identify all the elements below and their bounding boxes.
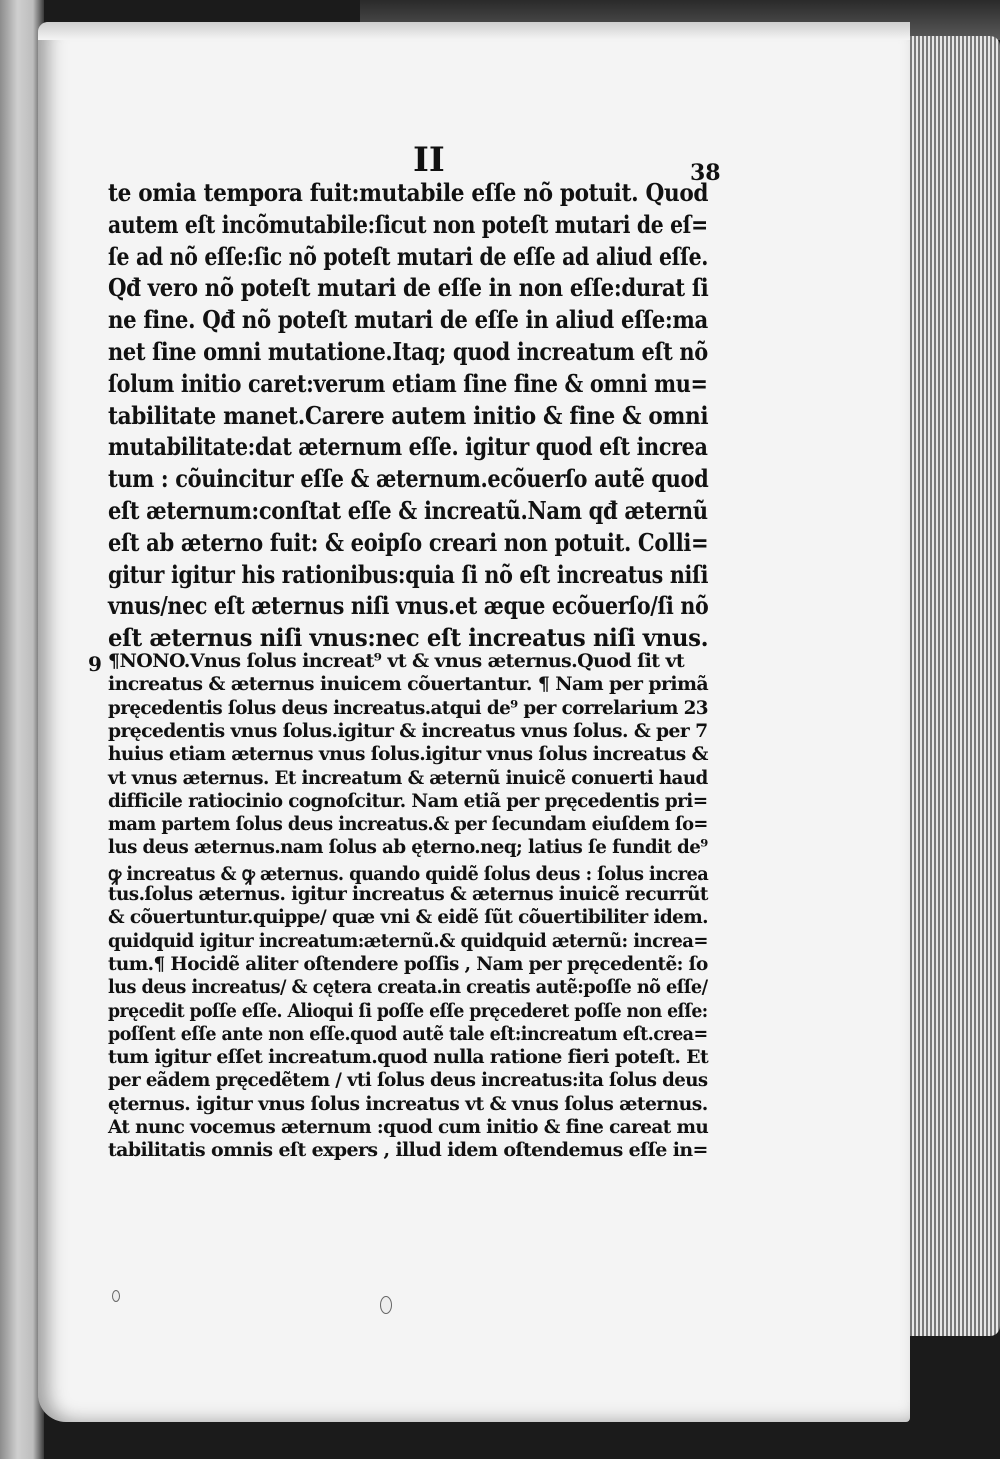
proposition-line: tabilitatis omnis eſt expers , illud idem oſtendemus eſſe in= bbox=[108, 1139, 708, 1162]
proposition-line: huius etiam æternus vnus ſolus.igitur vnus ſolus increatus & bbox=[108, 743, 708, 766]
proposition-line: tum igitur eſſet increatum.quod nulla ratione fieri poteſt. Et bbox=[108, 1046, 709, 1069]
folio-number: 38 bbox=[690, 160, 721, 186]
page-top-shadow bbox=[38, 22, 910, 40]
text-line: tum : cõuincitur eſſe & æternum.ecõuerſo autẽ quod bbox=[108, 464, 709, 494]
text-line: ſe ad nõ eſſe:ſic nõ poteſt mutari de eſſe ad aliud eſſe. bbox=[108, 241, 709, 271]
proposition-line: & cõuertuntur.quippe/ quæ vni & eidẽ ſũt cõuertibiliter idem. bbox=[108, 906, 708, 929]
proposition-line: ꝙ increatus & ꝙ æternus. quando quidẽ ſolus deus : ſolus increa bbox=[108, 862, 709, 885]
proposition-line: At nunc vocemus æternum :quod cum initio & fine careat mu bbox=[108, 1116, 709, 1138]
proposition-line: increatus & æternus inuicem cõuertantur. ¶ Nam per primã bbox=[108, 673, 709, 696]
text-line: gitur igitur his rationibus:quia ſi nõ eſt increatus niſi bbox=[108, 559, 709, 589]
signature-mark: II bbox=[413, 140, 445, 180]
text-line: eſt ab æterno fuit: & eoipſo creari non potuit. Colli= bbox=[108, 527, 709, 557]
margin-number: 9 bbox=[88, 652, 102, 676]
proposition-line: lus deus æternus.nam ſolus ab ęterno.neq; latius ſe fundit de⁹ bbox=[108, 836, 708, 859]
proposition-line: poſſent eſſe ante non eſſe.quod autẽ tale eſt:increatum eſt.crea= bbox=[108, 1022, 708, 1045]
text-line: net ſine omni mutatione.Itaq; quod increatum eſt nõ bbox=[108, 337, 708, 366]
proposition-line: ¶NONO.Vnus ſolus increat⁹ vt & vnus æternus.Quod ſit vt bbox=[108, 650, 685, 672]
proposition-line: tum.¶ Hocidẽ aliter oſtendere poſſis , Nam per pręcedentẽ: ſo bbox=[108, 952, 708, 975]
text-line: mutabilitate:dat æternum eſſe. igitur quod eſt increa bbox=[108, 432, 708, 462]
proposition-line: difficile ratiocinio cognoſcitur. Nam etiã per pręcedentis pri= bbox=[108, 789, 708, 812]
proposition-line: mam partem ſolus deus increatus.& per ſecundam eiuſdem ſo= bbox=[108, 813, 708, 836]
proposition-line: ęternus. igitur vnus ſolus increatus vt & vnus ſolus æternus. bbox=[108, 1092, 708, 1115]
proposition-line: pręcedentis vnus ſolus.igitur & increatus vnus ſolus. & per 7 bbox=[108, 719, 708, 742]
text-line: eſt æternus niſi vnus:nec eſt increatus niſi vnus. bbox=[108, 623, 709, 653]
text-line: ſolum initio caret:verum etiam ſine fine & omni mu= bbox=[108, 368, 708, 398]
text-line: ne fine. Qđ nõ poteſt mutari de eſſe in aliud eſſe:ma bbox=[108, 305, 708, 335]
text-line: vnus/nec eſt æternus niſi vnus.et æque ecõuerſo/ſi nõ bbox=[108, 591, 709, 621]
text-line: eſt æternum:conſtat eſſe & increatũ.Nam qđ æternũ bbox=[108, 496, 708, 525]
proposition-line: lus deus increatus/ & cętera creata.in creatis autẽ:poſſe nõ eſſe/ bbox=[108, 976, 708, 999]
text-line: autem eſt incõmutabile:ſicut non poteſt mutari de eſ= bbox=[108, 209, 708, 239]
page-edges-stack bbox=[904, 36, 1000, 1336]
text-line: te omia tempora fuit:mutabile eſſe nõ potuit. Quod bbox=[108, 178, 709, 207]
text-line: tabilitate manet.Carere autem initio & fine & omni bbox=[108, 400, 709, 430]
page-hole-mark bbox=[380, 1296, 392, 1314]
text-line: Qđ vero nõ poteſt mutari de eſſe in non eſſe:durat ſi bbox=[108, 273, 709, 303]
proposition-line: quidquid igitur increatum:æternũ.& quidquid æternũ: increa= bbox=[108, 929, 708, 952]
proposition-line: pręcedentis ſolus deus increatus.atqui de⁹ per correlarium 23 bbox=[108, 696, 708, 719]
proposition-line: per eãdem pręcedẽtem / vti ſolus deus increatus:ita ſolus deus bbox=[108, 1069, 708, 1092]
proposition-line: vt vnus æternus. Et increatum & æternũ inuicẽ conuerti haud bbox=[108, 766, 708, 789]
page-hole-mark-small bbox=[112, 1290, 120, 1302]
proposition-line: tus.ſolus æternus. igitur increatus & æternus inuicẽ recurrũt bbox=[108, 883, 708, 905]
proposition-line: pręcedit poſſe eſſe. Alioqui ſi poſſe eſſe pręcederet poſſe non eſſe: bbox=[108, 999, 708, 1022]
